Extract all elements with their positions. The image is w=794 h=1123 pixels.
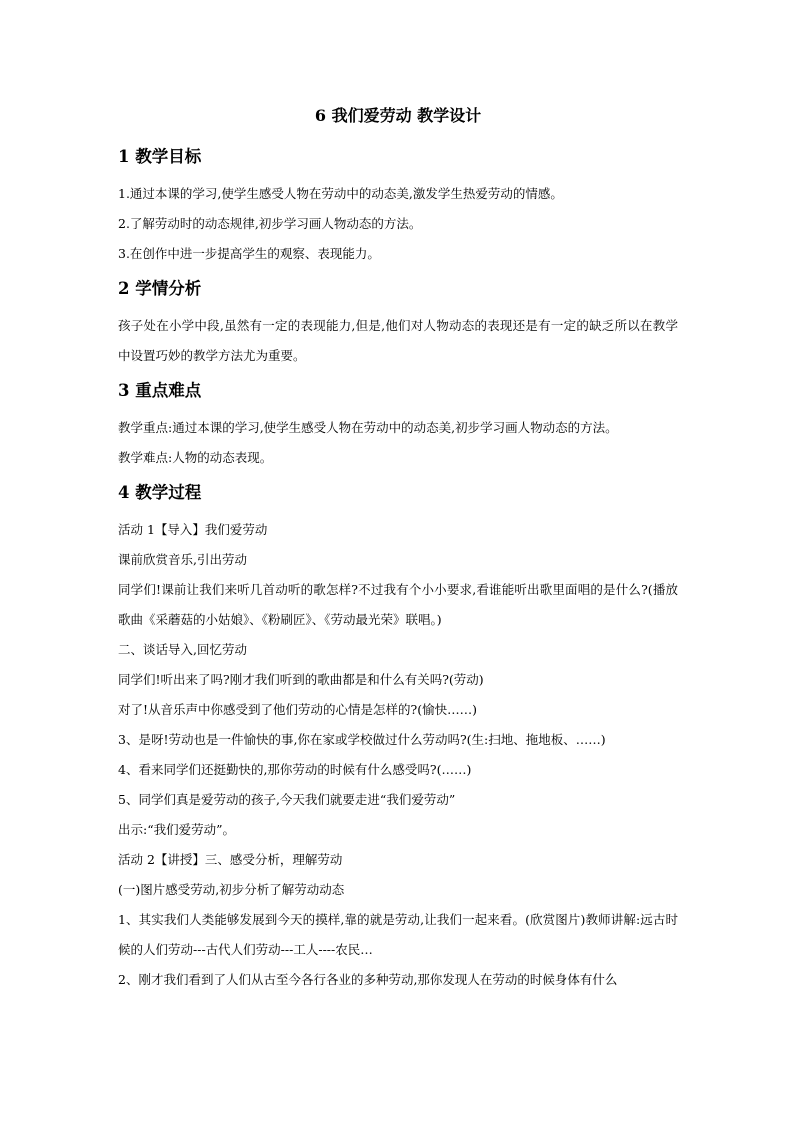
section-student-analysis xyxy=(118,277,678,371)
paragraph: 教学难点:人物的动态表现。 xyxy=(118,450,273,465)
document-page xyxy=(118,104,678,995)
paragraph: 1.通过本课的学习,使学生感受人物在劳动中的动态美,激发学生热爱劳动的情感。 xyxy=(118,186,563,201)
paragraph: 教学重点:通过本课的学习,使学生感受人物在劳动中的动态美,初步学习画人物动态的方法。 xyxy=(118,420,618,435)
paragraph: 出示:“我们爱劳动”。 xyxy=(118,822,235,837)
paragraph: 4、看来同学们还挺勤快的,那你劳动的时候有什么感受吗?(……) xyxy=(118,762,472,777)
paragraph: 3、是呀!劳动也是一件愉快的事,你在家或学校做过什么劳动吗?(生:扫地、拖地板、……) xyxy=(118,732,606,747)
section-key-points xyxy=(118,379,678,473)
paragraph: 2.了解劳动时的动态规律,初步学习画人物动态的方法。 xyxy=(118,216,422,231)
paragraph: 孩子处在小学中段,虽然有一定的表现能力,但是,他们对人物动态的表现还是有一定的缺乏所以在教学中设置巧妙的教学方法尤为重要。 xyxy=(118,318,678,363)
paragraph: 1、其实我们人类能够发展到今天的摸样,靠的就是劳动,让我们一起来看。(欣赏图片)教师讲解:远古时候的人们劳动---古代人们劳动---工人----农民… xyxy=(118,912,678,957)
section-heading: 2 学情分析 xyxy=(118,279,202,298)
section-heading: 3 重点难点 xyxy=(118,381,202,400)
document-title: 6 我们爱劳动 教学设计 xyxy=(314,106,482,125)
section-teaching-goals xyxy=(118,145,678,269)
section-teaching-process xyxy=(118,481,678,995)
paragraph: 同学们!听出来了吗?刚才我们听到的歌曲都是和什么有关吗?(劳动) xyxy=(118,672,484,687)
paragraph: 活动 2【讲授】三、感受分析，理解劳动 xyxy=(118,852,343,867)
paragraph: 二、谈话导入,回忆劳动 xyxy=(118,642,247,657)
paragraph: 对了!从音乐声中你感受到了他们劳动的心情是怎样的?(愉快……) xyxy=(118,702,477,717)
paragraph: 课前欣赏音乐,引出劳动 xyxy=(118,552,247,567)
paragraph: 活动 1【导入】我们爱劳动 xyxy=(118,522,268,537)
paragraph: 2、刚才我们看到了人们从古至今各行各业的多种劳动,那你发现人在劳动的时候身体有什么 xyxy=(118,972,618,987)
paragraph: 5、同学们真是爱劳动的孩子,今天我们就要走进“我们爱劳动” xyxy=(118,792,456,807)
section-heading: 4 教学过程 xyxy=(118,483,202,502)
paragraph: (一)图片感受劳动,初步分析了解劳动动态 xyxy=(118,882,345,897)
paragraph: 3.在创作中进一步提高学生的观察、表现能力。 xyxy=(118,246,380,261)
paragraph: 同学们!课前让我们来听几首动听的歌怎样?不过我有个小小要求,看谁能听出歌里面唱的是什么?(播放歌曲《采蘑菇的小姑娘》、《粉刷匠》、《劳动最光荣》联唱。) xyxy=(118,582,678,627)
section-heading: 1 教学目标 xyxy=(118,147,202,166)
